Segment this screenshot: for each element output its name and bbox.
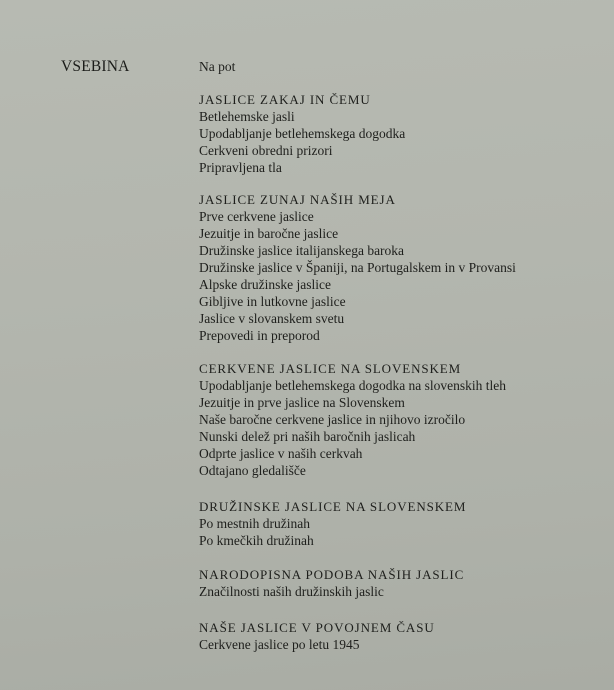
toc-entry-title: Jezuitje in prve jaslice na Slovenskem [199, 395, 405, 410]
toc-entry-title: Gibljive in lutkovne jaslice [199, 294, 346, 309]
toc-entry-title: Odtajano gledališče [199, 463, 306, 478]
toc-entry-title: Po kmečkih družinah [199, 533, 314, 548]
contents-heading: VSEBINA [61, 58, 130, 75]
toc-entry-title: Prepovedi in preporod [199, 328, 320, 343]
toc-entry-title: Na pot [199, 59, 236, 74]
toc-entry-title: Družinske jaslice v Španiji, na Portugalskem in v Provansi [199, 260, 516, 275]
toc-entry-title: Nunski delež pri naših baročnih jaslicah [199, 429, 416, 444]
toc-entry-title: Družinske jaslice italijanskega baroka [199, 243, 405, 258]
toc-chapter-title: JASLICE ZAKAJ IN ČEMU [199, 92, 371, 107]
toc-entry-title: Upodabljanje betlehemskega dogodka [199, 126, 406, 141]
toc-entry-title: Značilnosti naših družinskih jaslic [199, 584, 384, 599]
toc-entry-title: Upodabljanje betlehemskega dogodka na slovenskih tleh [199, 378, 507, 393]
toc-chapter-title: DRUŽINSKE JASLICE NA SLOVENSKEM [199, 499, 467, 514]
toc-chapter-title: NAŠE JASLICE V POVOJNEM ČASU [199, 620, 435, 635]
toc-entry-title: Pripravljena tla [199, 160, 282, 175]
toc-chapter-title: NARODOPISNA PODOBA NAŠIH JASLIC [199, 567, 465, 582]
toc-entry-title: Odprte jaslice v naših cerkvah [199, 446, 363, 461]
toc-entry-title: Prve cerkvene jaslice [199, 209, 314, 224]
toc-entry-title: Naše baročne cerkvene jaslice in njihovo izročilo [199, 412, 466, 427]
toc-entry-title: Jaslice v slovanskem svetu [199, 311, 345, 326]
toc-entry-title: Jezuitje in baročne jaslice [199, 226, 339, 241]
toc-entry-title: Alpske družinske jaslice [199, 277, 331, 292]
toc-entry-title: Betlehemske jasli [199, 109, 295, 124]
toc-chapter-title: JASLICE ZUNAJ NAŠIH MEJA [199, 192, 396, 207]
toc-entry-title: Po mestnih družinah [199, 516, 310, 531]
toc-entry-title: Cerkveni obredni prizori [199, 143, 333, 158]
toc-entry-title: Cerkvene jaslice po letu 1945 [199, 637, 360, 652]
toc-chapter-title: CERKVENE JASLICE NA SLOVENSKEM [199, 361, 462, 376]
